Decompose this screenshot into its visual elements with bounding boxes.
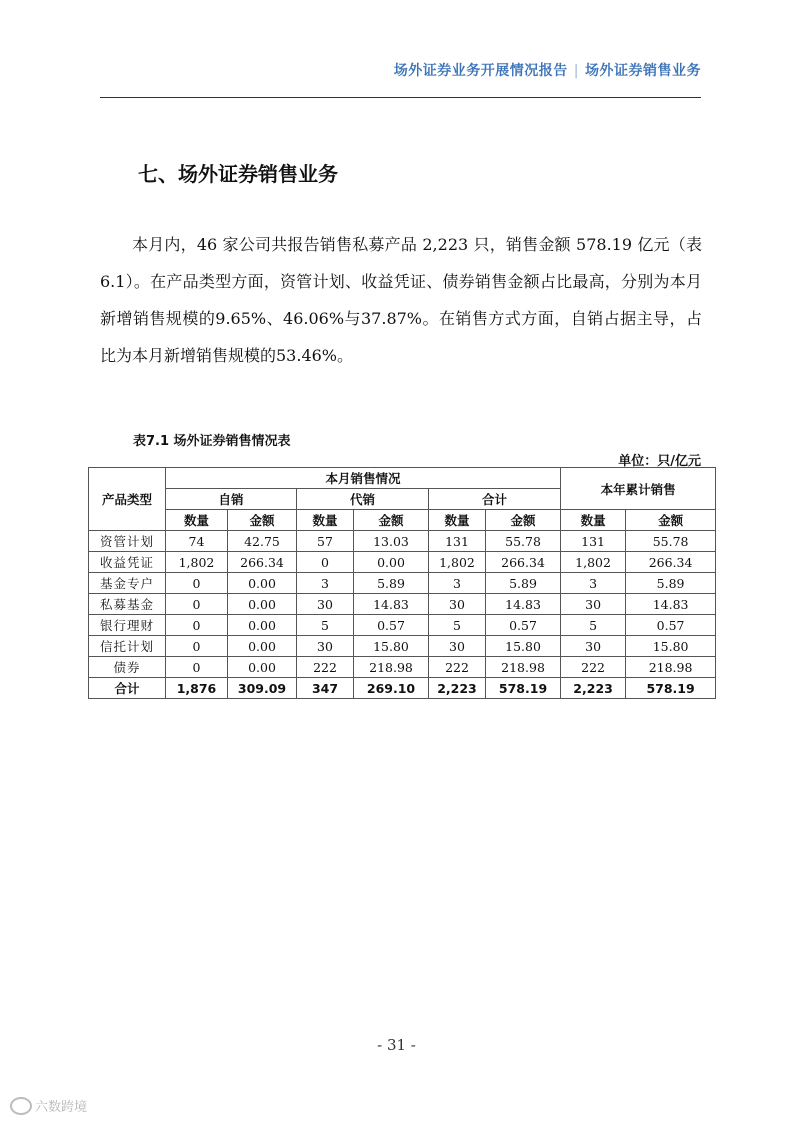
row-product-name: 私募基金 xyxy=(89,594,166,615)
cell-quantity: 1,876 xyxy=(166,678,228,699)
cell-quantity: 3 xyxy=(429,573,486,594)
table-unit: 单位：只/亿元 xyxy=(618,454,701,469)
cell-quantity: 74 xyxy=(166,531,228,552)
cell-quantity: 1,802 xyxy=(429,552,486,573)
cell-quantity: 5 xyxy=(561,615,626,636)
cell-amount: 0.00 xyxy=(228,615,297,636)
cell-amount: 13.03 xyxy=(354,531,429,552)
header-report-title: 场外证券业务开展情况报告 xyxy=(393,63,568,79)
cell-quantity: 30 xyxy=(297,594,354,615)
row-product-name: 资管计划 xyxy=(89,531,166,552)
page-number: - 31 - xyxy=(377,1036,416,1054)
cell-quantity: 30 xyxy=(561,594,626,615)
table-row xyxy=(89,615,716,636)
cell-quantity: 0 xyxy=(166,594,228,615)
cell-amount: 5.89 xyxy=(486,573,561,594)
cell-amount: 5.89 xyxy=(626,573,716,594)
cell-amount: 0.57 xyxy=(354,615,429,636)
cell-amount: 0.57 xyxy=(486,615,561,636)
table-caption: 表7.1 场外证券销售情况表 xyxy=(133,434,291,449)
header-agency-sales: 代销 xyxy=(297,489,429,510)
table-row xyxy=(89,594,716,615)
cell-quantity: 222 xyxy=(429,657,486,678)
cell-quantity: 2,223 xyxy=(561,678,626,699)
cell-amount: 266.34 xyxy=(626,552,716,573)
table-row xyxy=(89,636,716,657)
cell-quantity: 30 xyxy=(429,636,486,657)
watermark-logo-icon xyxy=(10,1097,32,1115)
cell-amount: 266.34 xyxy=(228,552,297,573)
cell-amount: 55.78 xyxy=(486,531,561,552)
header-ytd-sales: 本年累计销售 xyxy=(561,468,716,510)
header-qty: 数量 xyxy=(429,510,486,531)
cell-quantity: 5 xyxy=(297,615,354,636)
cell-quantity: 57 xyxy=(297,531,354,552)
cell-amount: 578.19 xyxy=(486,678,561,699)
cell-quantity: 3 xyxy=(561,573,626,594)
header-amount: 金额 xyxy=(486,510,561,531)
cell-amount: 15.80 xyxy=(486,636,561,657)
header-amount: 金额 xyxy=(228,510,297,531)
cell-amount: 218.98 xyxy=(486,657,561,678)
cell-quantity: 0 xyxy=(166,573,228,594)
cell-amount: 0.00 xyxy=(228,657,297,678)
cell-amount: 14.83 xyxy=(486,594,561,615)
cell-amount: 0.00 xyxy=(354,552,429,573)
header-self-sales: 自销 xyxy=(166,489,297,510)
table-row xyxy=(89,573,716,594)
cell-amount: 42.75 xyxy=(228,531,297,552)
cell-quantity: 2,223 xyxy=(429,678,486,699)
header-qty: 数量 xyxy=(561,510,626,531)
cell-amount: 5.89 xyxy=(354,573,429,594)
cell-quantity: 30 xyxy=(429,594,486,615)
header-amount: 金额 xyxy=(354,510,429,531)
header-separator: | xyxy=(573,63,579,79)
watermark-text: 六数跨境 xyxy=(35,1100,88,1115)
cell-amount: 0.00 xyxy=(228,594,297,615)
header-qty: 数量 xyxy=(166,510,228,531)
table-body xyxy=(89,531,716,699)
header-amount: 金额 xyxy=(626,510,716,531)
header-qty: 数量 xyxy=(297,510,354,531)
cell-quantity: 0 xyxy=(166,657,228,678)
row-product-name: 债券 xyxy=(89,657,166,678)
header-total: 合计 xyxy=(429,489,561,510)
cell-quantity: 0 xyxy=(166,636,228,657)
table-row xyxy=(89,552,716,573)
header-product-type: 产品类型 xyxy=(89,468,166,531)
cell-amount: 0.00 xyxy=(228,636,297,657)
row-product-name: 银行理财 xyxy=(89,615,166,636)
cell-quantity: 30 xyxy=(297,636,354,657)
cell-amount: 578.19 xyxy=(626,678,716,699)
cell-amount: 14.83 xyxy=(354,594,429,615)
body-paragraph: 本月内，46 家公司共报告销售私募产品 2,223 只，销售金额 578.19 亿元（表6.1）。在产品类型方面，资管计划、收益凭证、债券销售金额占比最高，分别为本月新增销售规模的9.65%、46.06%与37.87%。在销售方式方面，自销占据主导，占比为本月新增销售规模的53.46%。 xyxy=(100,235,702,365)
cell-quantity: 5 xyxy=(429,615,486,636)
cell-amount: 266.34 xyxy=(486,552,561,573)
table-total-row xyxy=(89,678,716,699)
cell-quantity: 131 xyxy=(561,531,626,552)
table-row xyxy=(89,657,716,678)
cell-amount: 218.98 xyxy=(354,657,429,678)
cell-quantity: 131 xyxy=(429,531,486,552)
header-month-sales: 本月销售情况 xyxy=(166,468,561,489)
watermark xyxy=(10,1096,87,1115)
cell-amount: 14.83 xyxy=(626,594,716,615)
cell-quantity: 222 xyxy=(297,657,354,678)
cell-quantity: 30 xyxy=(561,636,626,657)
cell-quantity: 1,802 xyxy=(561,552,626,573)
row-product-name: 收益凭证 xyxy=(89,552,166,573)
row-product-name: 基金专户 xyxy=(89,573,166,594)
cell-amount: 269.10 xyxy=(354,678,429,699)
cell-amount: 0.57 xyxy=(626,615,716,636)
row-product-name: 信托计划 xyxy=(89,636,166,657)
row-product-name: 合计 xyxy=(89,678,166,699)
cell-amount: 309.09 xyxy=(228,678,297,699)
cell-amount: 15.80 xyxy=(354,636,429,657)
cell-amount: 55.78 xyxy=(626,531,716,552)
cell-amount: 218.98 xyxy=(626,657,716,678)
header-section-title: 场外证券销售业务 xyxy=(585,63,701,79)
cell-amount: 15.80 xyxy=(626,636,716,657)
cell-quantity: 0 xyxy=(166,615,228,636)
cell-amount: 0.00 xyxy=(228,573,297,594)
cell-quantity: 222 xyxy=(561,657,626,678)
sales-table xyxy=(88,467,716,699)
cell-quantity: 3 xyxy=(297,573,354,594)
header-divider xyxy=(100,97,701,98)
running-header xyxy=(100,60,701,80)
cell-quantity: 1,802 xyxy=(166,552,228,573)
cell-quantity: 347 xyxy=(297,678,354,699)
section-heading: 七、场外证券销售业务 xyxy=(138,162,338,186)
cell-quantity: 0 xyxy=(297,552,354,573)
table-row xyxy=(89,531,716,552)
